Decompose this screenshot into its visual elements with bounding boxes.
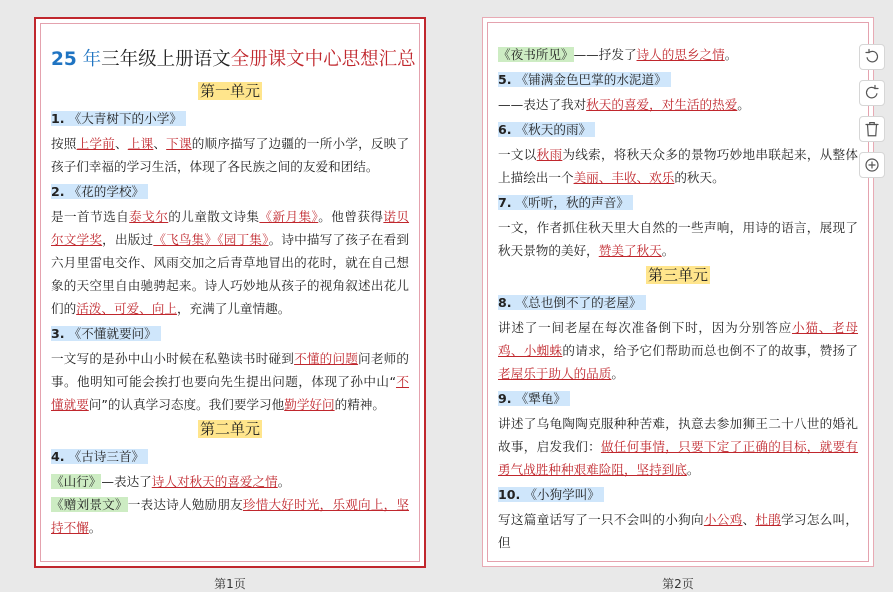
page-1-content (51, 44, 416, 539)
lesson-heading-1: 1. 《大青树下的小学》 (51, 107, 409, 131)
lesson-text-10: 写这篇童话写了一只不会叫的小狗向小公鸡、杜鹃学习怎么叫，但 (498, 512, 859, 550)
poem-line-1: 《山行》—表达了诗人对秋天的喜爱之情。 (51, 474, 291, 489)
document-page-2[interactable] (482, 17, 874, 567)
unit-heading-1: 第一单元 (199, 82, 260, 100)
lesson-heading-8: 8. 《总也倒不了的老屋》 (498, 291, 858, 315)
lesson-heading-5: 5. 《铺满金色巴掌的水泥道》 (498, 68, 858, 92)
lesson-text-3: 一文写的是孙中山小时候在私塾读书时碰到不懂的问题问老师的事。他明知可能会挨打也要向先生提出问题，体现了孙中山“不懂就要问”的认真学习态度。我们要学习他勤学好问的精神。 (51, 351, 410, 412)
rotate-left-button[interactable] (859, 44, 885, 70)
lesson-text-2: 是一首节选自泰戈尔的儿童散文诗集《新月集》。他曾获得诺贝尔文学奖，出版过《飞鸟集》《园丁集》。诗中描写了孩子在看到六月里雷电交作、风雨交加之后青草地冒出的花时，就在自己想象的天空里自由驰骋起来。诗人巧妙地从孩子的视角叙述出花儿们的活泼、可爱、向上，充满了儿童情趣。 (51, 209, 410, 316)
unit-heading-2: 第二单元 (199, 420, 260, 438)
lesson-text-7: 一文，作者抓住秋天里大自然的一些声响，用诗的语言，展现了秋天景物的美好，赞美了秋天。 (498, 220, 858, 258)
lesson-text-1: 按照上学前、上课、下课的顺序描写了边疆的一所小学，反映了孩子们幸福的学习生活，体现了各民族之间的友爱和团结。 (51, 136, 410, 174)
page-frame (40, 23, 420, 562)
zoom-in-button[interactable] (859, 152, 885, 178)
lesson-heading-2: 2. 《花的学校》 (51, 180, 409, 204)
page-2-content (498, 43, 858, 554)
document-page-1[interactable] (34, 17, 426, 568)
page-label-2: 第2页 (662, 577, 694, 591)
lesson-heading-9: 9. 《犟龟》 (498, 387, 858, 411)
lesson-heading-4: 4. 《古诗三首》 (51, 445, 409, 469)
lesson-text-6: 一文以秋雨为线索，将秋天众多的景物巧妙地串联起来，从整体上描绘出一个美丽、丰收、欢乐的秋天。 (498, 147, 859, 185)
zoom-in-icon (863, 156, 881, 174)
lesson-text-9: 讲述了乌龟陶陶克服种种苦难，执意去参加狮王二十八世的婚礼故事，启发我们：做任何事情，只要下定了正确的目标，就要有勇气战胜种种艰难险阻，坚持到底。 (498, 416, 859, 477)
lesson-heading-10: 10. 《小狗学叫》 (498, 483, 858, 507)
rotate-left-icon (863, 48, 881, 66)
unit-heading-3: 第三单元 (647, 266, 708, 284)
document-title: 25 年三年级上册语文全册课文中心思想汇总 (51, 49, 416, 70)
lesson-heading-7: 7. 《听听，秋的声音》 (498, 191, 858, 215)
lesson-text-5: ——表达了我对秋天的喜爱，对生活的热爱。 (498, 97, 750, 112)
rotate-right-icon (863, 84, 881, 102)
poem-line-2: 《赠刘景文》一表达诗人勉励朋友珍惜大好时光，乐观向上，坚持不懈。 (51, 497, 410, 535)
page-frame (487, 22, 869, 562)
trash-icon (863, 120, 881, 138)
page-toolbar (859, 44, 887, 188)
rotate-right-button[interactable] (859, 80, 885, 106)
poem-line-3: 《夜书所见》——抒发了诗人的思乡之情。 (498, 47, 738, 62)
lesson-heading-6: 6. 《秋天的雨》 (498, 118, 858, 142)
lesson-text-8: 讲述了一间老屋在每次准备倒下时，因为分别答应小猫、老母鸡、小蜘蛛的请求，给予它们帮助而总也倒不了的故事，赞扬了老屋乐于助人的品质。 (498, 320, 859, 381)
lesson-heading-3: 3. 《不懂就要问》 (51, 322, 409, 346)
delete-button[interactable] (859, 116, 885, 142)
page-label-1: 第1页 (214, 577, 246, 591)
